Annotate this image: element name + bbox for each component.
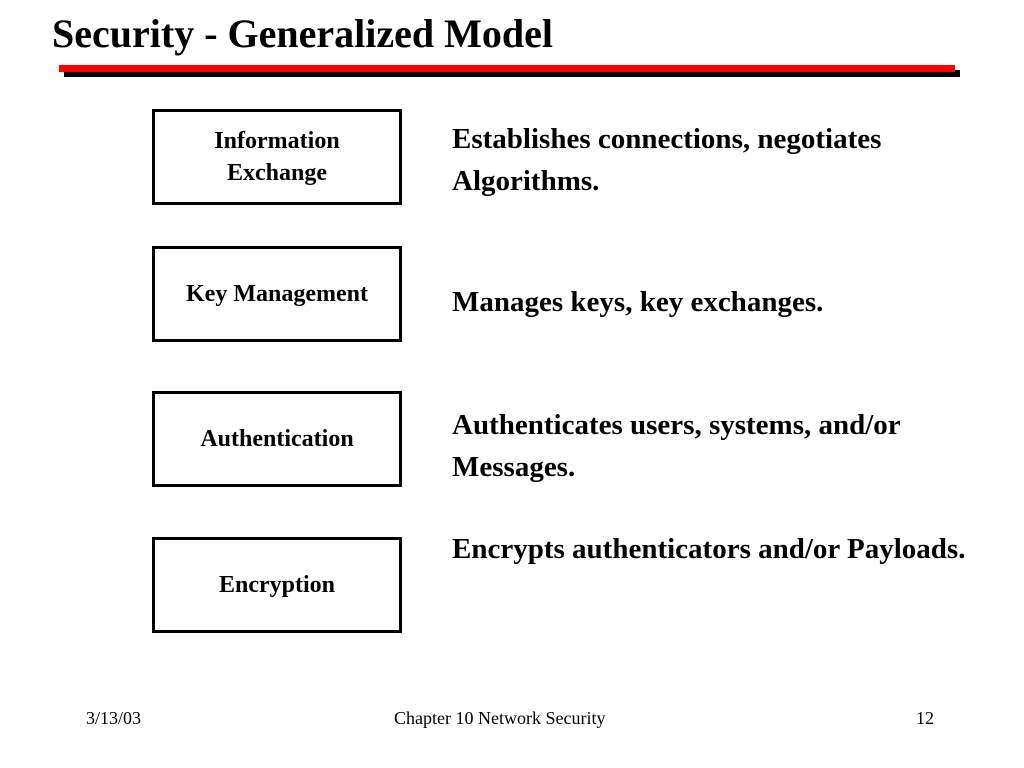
key-management-box <box>152 246 402 342</box>
key-management-label: Key Management <box>186 280 368 307</box>
key-management-description: Manages keys, key exchanges. <box>452 286 824 318</box>
footer-page-number: 12 <box>916 708 934 728</box>
authentication-box <box>152 391 402 487</box>
title-rule <box>59 65 955 72</box>
information-exchange-description: Establishes connections, negotiates Algorithms. <box>452 123 882 198</box>
encryption-box <box>152 537 402 633</box>
encryption-description: Encrypts authenticators and/or Payloads. <box>452 533 966 565</box>
footer-chapter: Chapter 10 Network Security <box>394 708 606 728</box>
footer-date: 3/13/03 <box>86 708 142 728</box>
information-exchange-box <box>152 109 402 205</box>
authentication-label: Authentication <box>200 425 354 452</box>
slide-title: Security - Generalized Model <box>52 11 553 56</box>
authentication-description: Authenticates users, systems, and/or Messages. <box>452 409 901 484</box>
encryption-label: Encryption <box>218 571 335 598</box>
information-exchange-label: Information Exchange <box>214 127 340 186</box>
